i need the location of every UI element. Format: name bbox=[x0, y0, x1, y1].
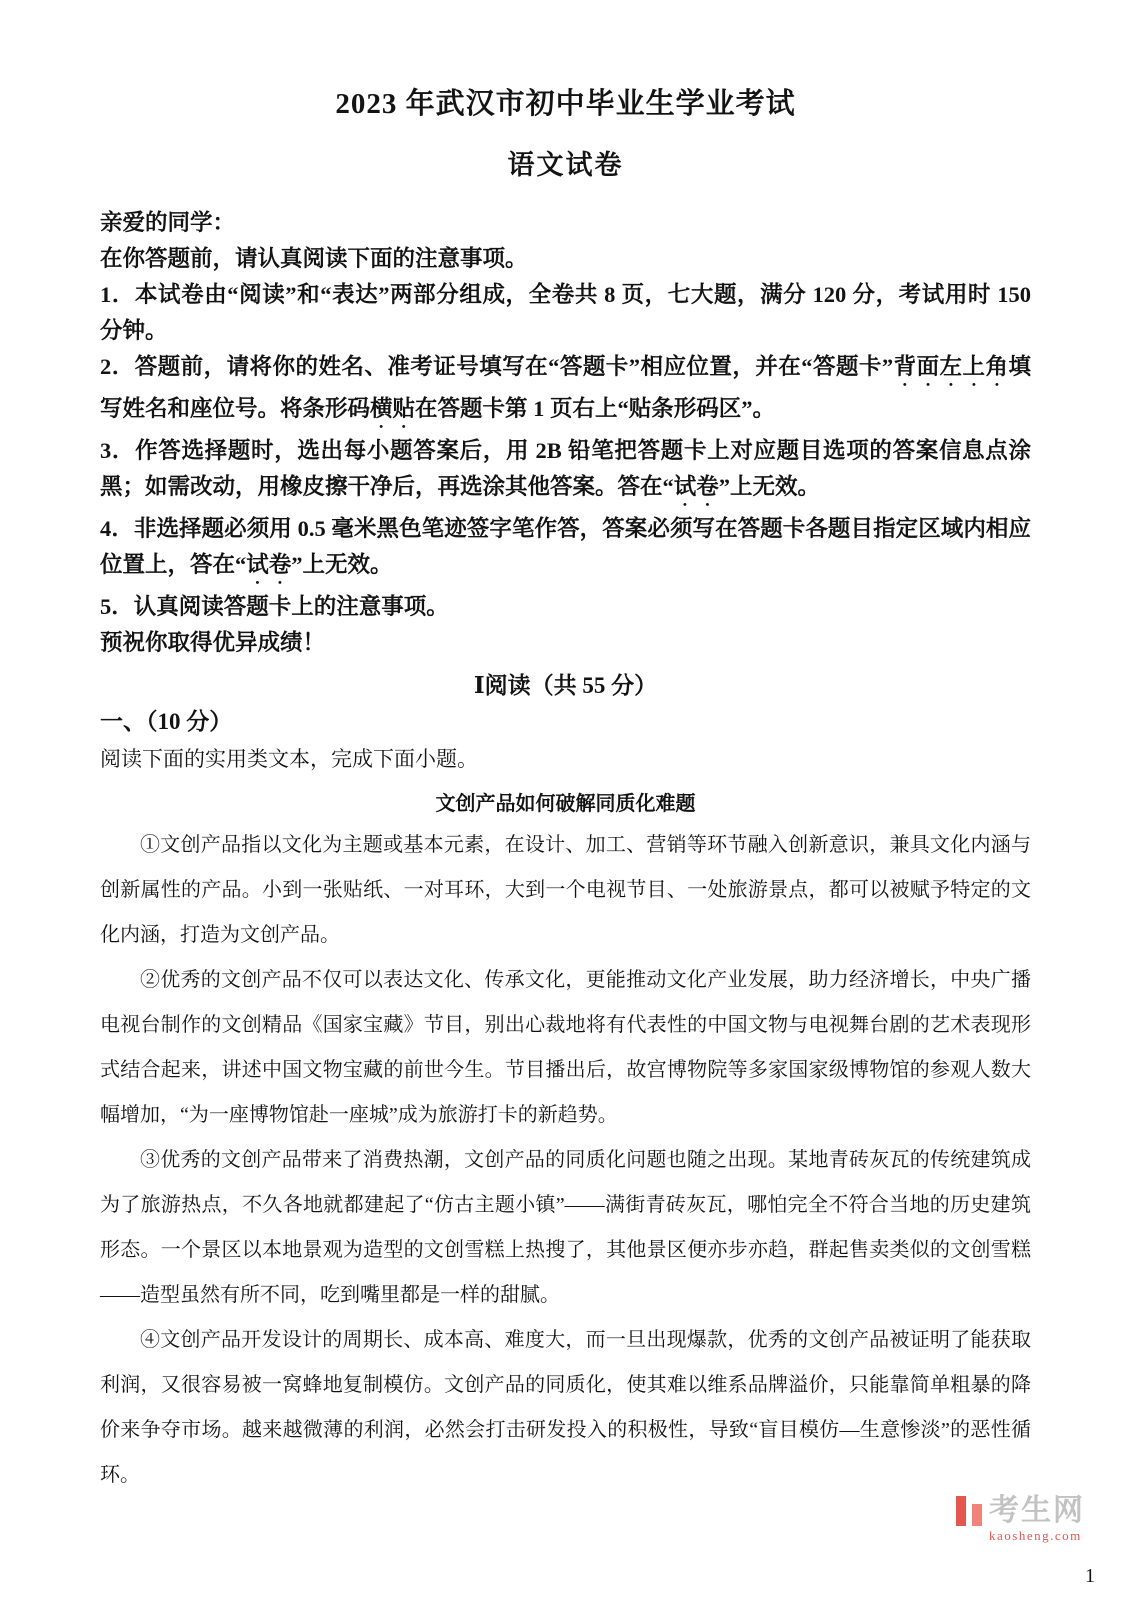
notice-item-2: 2．答题前，请将你的姓名、准考证号填写在“答题卡”相应位置，并在“答题卡”背面左上角填写姓名和座位号。将条形码横贴在答题卡第 1 页右上“贴条形码区”。 bbox=[100, 353, 1031, 421]
passage-paragraph-1: ①文创产品指以文化为主题或基本元素，在设计、加工、营销等环节融入创新意识，兼具文化内涵与创新属性的产品。小到一张贴纸、一对耳环，大到一个电视节目、一处旅游景点，都可以被赋予特定的文化内涵，打造为文创产品。 bbox=[100, 834, 1031, 947]
notice-item-4: 4．非选择题必须用 0.5 毫米黑色笔迹签字笔作答，答案必须写在答题卡各题目指定区域内相应位置上，答在“试卷”上无效。 bbox=[100, 515, 1031, 577]
notice-item-3: 3．作答选择题时，选出每小题答案后，用 2B 铅笔把答题卡上对应题目选项的答案信息点涂黑；如需改动，用橡皮擦干净后，再选涂其他答案。答在“试卷”上无效。 bbox=[100, 437, 1031, 499]
passage-paragraph-3: ③优秀的文创产品带来了消费热潮，文创产品的同质化问题也随之出现。某地青砖灰瓦的传统建筑成为了旅游热点，不久各地就都建起了“仿古主题小镇”——满街青砖灰瓦，哪怕完全不符合当地的历史建筑形态。一个景区以本地景观为造型的文创雪糕上热搜了，其他景区便亦步亦趋，群起售卖类似的文创雪糕——造型虽然有所不同，吃到嘴里都是一样的甜腻。 bbox=[100, 1149, 1031, 1307]
passage-paragraph-2: ②优秀的文创产品不仅可以表达文化、传承文化，更能推动文化产业发展，助力经济增长，中央广播电视台制作的文创精品《国家宝藏》节目，别出心裁地将有代表性的中国文物与电视舞台剧的艺术表现形式结合起来，讲述中国文物宝藏的前世今生。节目播出后，故宫博物院等多家国家级博物馆的参观人数大幅增加，“为一座博物馆赴一座城”成为旅游打卡的新趋势。 bbox=[100, 969, 1031, 1127]
passage-title: 文创产品如何破解同质化难题 bbox=[435, 793, 696, 816]
notice-section bbox=[100, 205, 1031, 661]
salutation: 亲爱的同学： bbox=[100, 209, 236, 235]
page-number: 1 bbox=[1085, 1565, 1095, 1587]
notice-intro: 在你答题前，请认真阅读下面的注意事项。 bbox=[100, 245, 528, 271]
part-one-heading: 一、（10 分） bbox=[100, 709, 233, 735]
kaosheng-watermark bbox=[956, 1496, 1085, 1542]
notice-item-1: 1．本试卷由“阅读”和“表达”两部分组成，全卷共 8 页，七大题，满分 120 分，考试用时 150 分钟。 bbox=[100, 281, 1031, 343]
passage-paragraph-4: ④文创产品开发设计的周期长、成本高、难度大，而一旦出现爆款，优秀的文创产品被证明了能获取利润，又很容易被一窝蜂地复制模仿。文创产品的同质化，使其难以维系品牌溢价，只能靠简单粗暴的降价来争夺市场。越来越微薄的利润，必然会打击研发投入的积极性，导致“盲目模仿—生意惨淡”的恶性循环。 bbox=[100, 1329, 1031, 1487]
reading-instruction: 阅读下面的实用类文本，完成下面小题。 bbox=[100, 746, 478, 771]
watermark-text bbox=[989, 1496, 1085, 1542]
watermark-domain: kaosheng.com bbox=[989, 1528, 1082, 1543]
reading-section-heading: Ⅰ阅读（共 55 分） bbox=[473, 672, 658, 698]
watermark-site-name: 考生网 bbox=[989, 1494, 1085, 1527]
exam-subtitle: 语文试卷 bbox=[507, 149, 624, 180]
notice-item-5: 5．认真阅读答题卡上的注意事项。 bbox=[100, 593, 449, 619]
kaosheng-logo-icon bbox=[956, 1496, 982, 1526]
notice-closing: 预祝你取得优异成绩！ bbox=[100, 629, 326, 655]
reading-passage bbox=[100, 789, 1031, 1498]
exam-title: 2023 年武汉市初中毕业生学业考试 bbox=[335, 88, 796, 120]
